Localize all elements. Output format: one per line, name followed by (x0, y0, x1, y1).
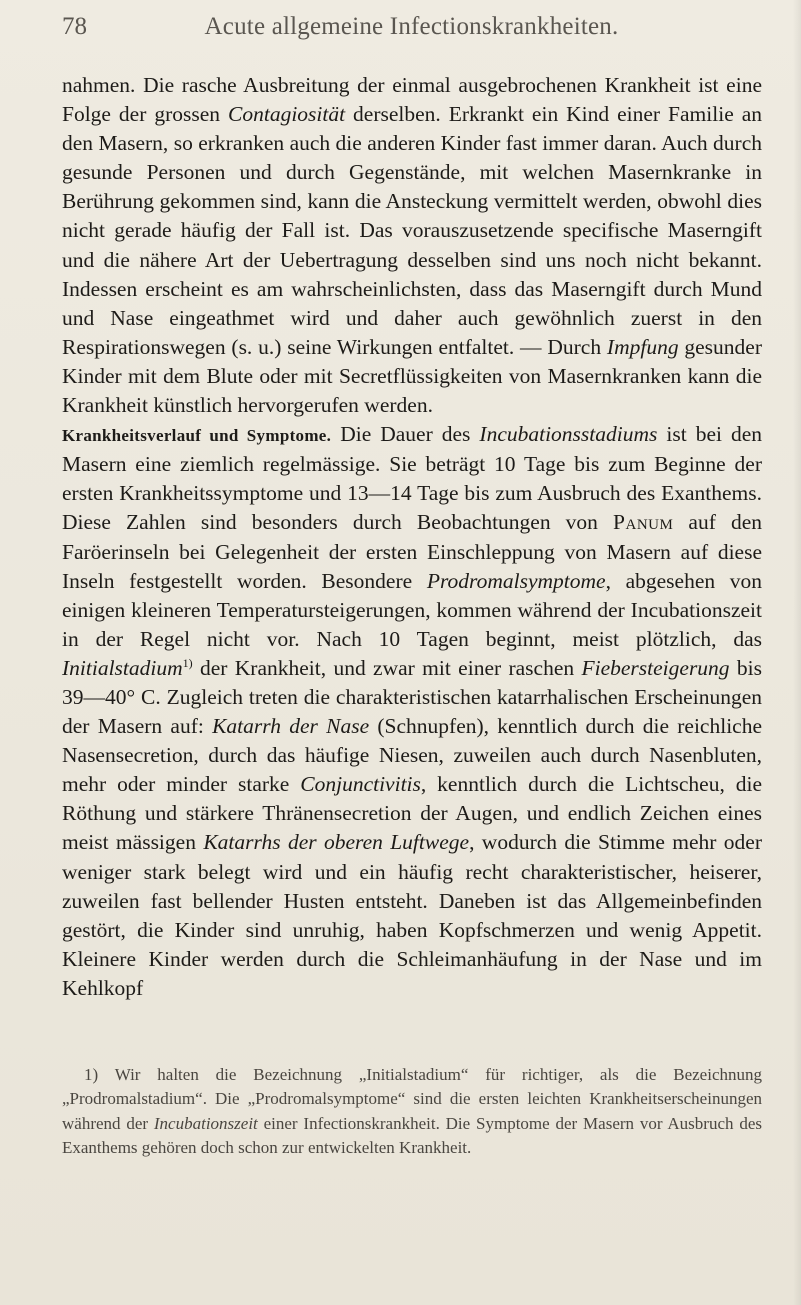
text-run: , abgesehen von einigen kleineren Temperatursteigerungen, kommen während der Incubationszeit in der Regel nicht vor. Nach 10 Tagen beginnt, meist plötzlich, das (62, 568, 763, 651)
italic-term: Conjunctivitis (300, 772, 421, 797)
footnote-reference[interactable]: 1) (182, 655, 193, 670)
page-number: 78 (62, 13, 87, 40)
page-header (62, 13, 761, 47)
text-run: auf den Faröerinseln bei Gelegenheit der ersten Einschleppung von Masern auf diese Inseln festgestellt worden. Besondere (62, 510, 763, 593)
text-run: gesunder Kinder mit dem Blute oder mit Secretflüssigkeiten von Masernkranken kann die Krankheit künstlich hervorgerufen werden. (62, 334, 762, 418)
text-run: der Krankheit, und zwar mit einer raschen (192, 655, 582, 680)
author-name: Panum (613, 510, 674, 535)
italic-term: Fiebersteigerung (581, 655, 730, 680)
paragraph-contagion (62, 71, 762, 420)
italic-term: Contagiosität (228, 102, 346, 127)
text-run: nahmen. Die rasche Ausbreitung der einmal ausgebrochenen Krankheit ist eine Folge der grossen (62, 73, 762, 127)
italic-term: Prodromalsymptome (426, 568, 606, 593)
italic-term: Katarrh der Nase (212, 714, 370, 739)
page-edge-shadow (793, 0, 801, 1305)
paragraph-course-and-symptoms (62, 420, 762, 1003)
section-heading: Krankheitsverlauf und Symptome. (62, 426, 332, 446)
text-run: (Schnupfen), kenntlich durch die reichliche Nasensecretion, durch das häufige Niesen, zuweilen auch durch Nasenbluten, mehr oder minder starke (62, 714, 762, 797)
text-run: einer Infectionskrankheit. Die Symptome der Masern vor Ausbruch des Exanthems gehören doch schon zur entwickelten Krankheit. (62, 1113, 762, 1158)
text-run: , kenntlich durch die Lichtscheu, die Röthung und stärkere Thränensecretion der Augen, und endlich Zeichen eines meist mässigen (62, 772, 762, 855)
footnote-text (62, 1063, 762, 1161)
text-run: 1) Wir halten die Bezeichnung „Initialstadium“ für richtiger, als die Bezeichnung „Prodromalstadium“. Die „Prodromalsymptome“ sind die ersten leichten Krankheitserscheinungen während der (62, 1065, 762, 1133)
text-run: Die Dauer des (331, 422, 480, 447)
running-head: Acute allgemeine Infectionskrankheiten. (204, 13, 619, 40)
italic-term: Incubationsstadiums (479, 422, 658, 447)
text-run: , wodurch die Stimme mehr oder weniger stark belegt wird und ein häufig recht charakteristischer, heiserer, zuweilen fast bellender Husten entsteht. Daneben ist das Allgemeinbefinden gestört, die Kinder sind unruhig, haben Kopfschmerzen und wenig Appetit. Kleinere Kinder werden durch die Schleimanhäufung in der Nase und im Kehlkopf (62, 830, 762, 1000)
italic-term: Katarrhs der oberen Luftwege (203, 830, 470, 855)
italic-term: Incubationszeit (153, 1113, 258, 1133)
text-run: bis 39—40° C. Zugleich treten die charakteristischen katarrhalischen Erscheinungen der Masern auf: (62, 655, 762, 739)
italic-term: Initialstadium (62, 655, 183, 680)
text-run: derselben. Erkrankt ein Kind einer Familie an den Masern, so erkranken auch die anderen Kinder fast immer daran. Auch durch gesunde Personen und durch Gegenstände, mit welchen Masernkranke in Berührung gekommen sind, kann die Ansteckung vermittelt werden, obwohl dies nicht gerade häufig der Fall ist. Das vorauszusetzende specifische Maserngift und die nähere Art der Uebertragung desselben sind uns noch nicht bekannt. Indessen erscheint es am wahrscheinlichsten, dass das Maserngift durch Mund und Nase eingeathmet wird und daher auch gewöhnlich zuerst in den Respirationswegen (s. u.) seine Wirkungen entfaltet. — Durch (62, 102, 762, 359)
italic-term: Impfung (606, 334, 679, 359)
text-run: ist bei den Masern eine ziemlich regelmässige. Sie beträgt 10 Tage bis zum Beginne der ersten Krankheitssymptome und 13—14 Tage bis zum Ausbruch des Exanthems. Diese Zahlen sind besonders durch Beobachtungen von (62, 422, 762, 535)
body-text (62, 71, 762, 1003)
footnote (62, 1063, 762, 1161)
